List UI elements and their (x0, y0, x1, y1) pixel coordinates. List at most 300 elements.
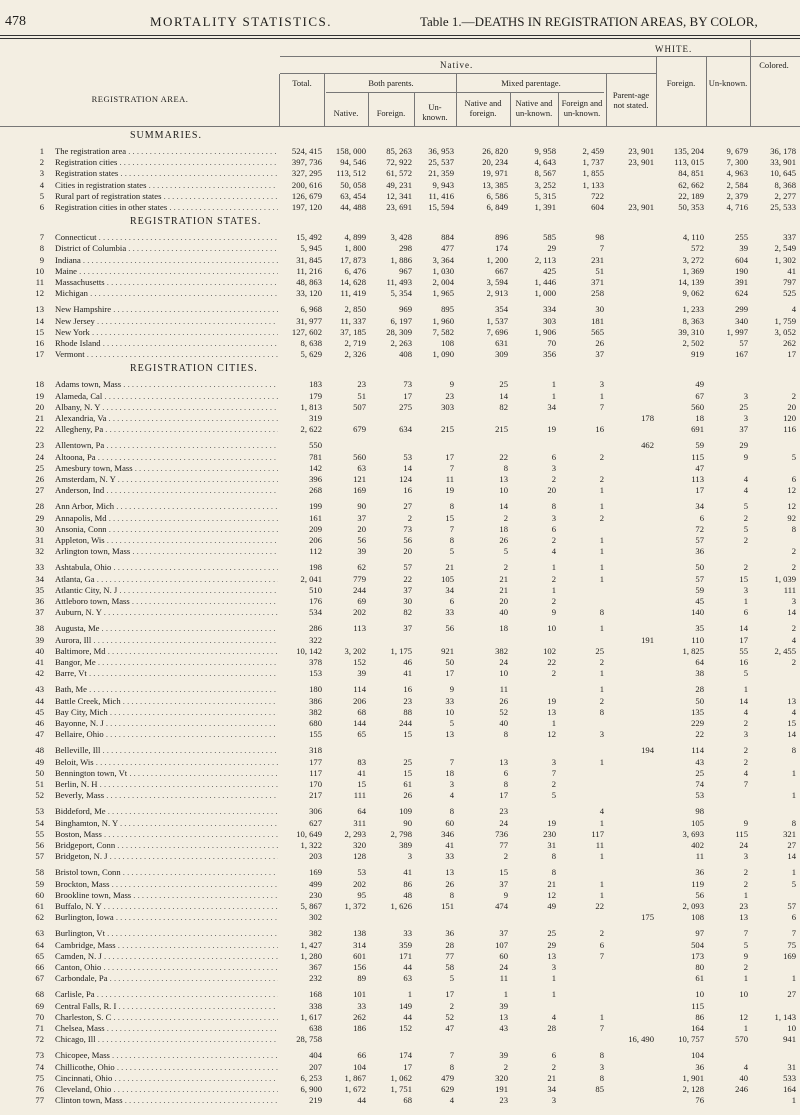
table-cell: 8 (449, 1061, 454, 1072)
row-number: 41 (35, 657, 44, 667)
table-cell: 3 (743, 729, 748, 740)
table-cell: 12 (547, 889, 556, 900)
table-cell: 6, 968 (300, 304, 322, 315)
table-cell: 7 (449, 1050, 454, 1061)
table-cell: 21 (547, 1072, 556, 1083)
table-cell: 207 (309, 1061, 322, 1072)
table-cell: 76 (695, 1095, 704, 1106)
area-name: Ann Arbor, Mich . . . (55, 501, 278, 512)
table-cell: 1, 030 (432, 265, 454, 276)
table-cell: 1, 672 (344, 1084, 366, 1094)
table-cell: 73 (403, 379, 412, 390)
area-name: Altoona, Pa . . . (55, 452, 278, 463)
table-cell: 691 (691, 424, 704, 435)
table-cell: 28 (445, 939, 454, 950)
table-row (0, 890, 800, 901)
table-cell: 180 (309, 684, 322, 695)
table-cell: 197, 120 (291, 202, 322, 212)
table-cell: 178 (641, 413, 654, 423)
row-number: 71 (35, 1023, 44, 1033)
table-cell: 797 (783, 277, 796, 287)
table-cell: 9, 943 (432, 179, 454, 190)
table-cell: 6 (503, 767, 508, 778)
table-cell: 895 (441, 304, 454, 315)
table-cell: 1, 000 (534, 288, 556, 299)
table-cell: 389 (399, 840, 412, 850)
table-cell: 217 (309, 790, 322, 801)
table-cell: 26 (403, 790, 412, 801)
area-name: Battle Creek, Mich . . . (55, 696, 278, 707)
table-cell: 1, 143 (774, 1011, 796, 1022)
area-name: Brockton, Mass . . . (55, 879, 278, 890)
table-cell: 1 (791, 790, 796, 801)
row-number: 17 (35, 349, 44, 360)
table-cell: 367 (309, 962, 322, 972)
table-cell: 6, 476 (344, 265, 366, 276)
table-row (0, 707, 800, 718)
table-cell: 156 (353, 962, 366, 972)
table-cell: 1 (551, 379, 556, 390)
area-name: Registration states . . . (55, 168, 278, 179)
row-number: 2 (39, 157, 44, 168)
table-cell: 4 (449, 1095, 454, 1106)
row-number: 39 (35, 634, 44, 645)
table-cell: 1, 759 (774, 315, 796, 326)
table-cell: 2 (599, 451, 604, 462)
header-foreign: Foreign. (666, 78, 696, 88)
table-cell: 534 (309, 607, 322, 618)
table-cell: 92 (787, 512, 796, 523)
area-name: District of Columbia . . . (55, 243, 278, 254)
table-row (0, 1034, 800, 1045)
table-cell: 13 (547, 950, 556, 961)
table-cell: 3, 594 (486, 277, 508, 287)
area-name: Ashtabula, Ohio . . . (55, 562, 278, 573)
table-cell: 601 (353, 950, 366, 961)
table-row (0, 989, 800, 1000)
table-row (0, 1001, 800, 1012)
table-cell: 3 (407, 851, 412, 862)
area-name: Bennington town, Vt . . . (55, 768, 278, 779)
table-cell: 338 (309, 1000, 322, 1011)
table-cell: 113 (353, 623, 366, 634)
table-cell: 15 (445, 512, 454, 523)
table-cell: 560 (353, 451, 366, 462)
table-row (0, 607, 800, 618)
table-cell: 7 (743, 928, 748, 939)
table-cell: 31 (547, 840, 556, 850)
row-number: 58 (35, 867, 44, 878)
table-cell: 1, 233 (682, 304, 704, 315)
area-name: Beverly, Mass . . . (55, 790, 278, 801)
table-cell: 33 (445, 607, 454, 618)
table-cell: 37 (403, 623, 412, 634)
table-cell: 11, 419 (340, 288, 366, 299)
area-name: Massachusetts . . . (55, 277, 278, 288)
table-cell: 382 (495, 645, 508, 656)
table-cell: 202 (353, 878, 366, 889)
table-cell: 3 (743, 390, 748, 401)
table-cell: 4 (599, 806, 604, 817)
table-cell: 29 (547, 939, 556, 950)
table-cell: 36 (445, 928, 454, 939)
table-cell: 3 (551, 756, 556, 767)
table-cell: 18 (695, 413, 704, 423)
table-cell: 14 (739, 695, 748, 706)
table-cell: 104 (353, 1061, 366, 1072)
table-cell: 1 (551, 718, 556, 728)
table-cell: 921 (441, 645, 454, 656)
table-cell: 80 (695, 962, 704, 972)
table-cell: 88 (403, 706, 412, 717)
table-cell: 302 (309, 912, 322, 923)
table-cell: 101 (353, 989, 366, 1000)
table-cell: 2 (551, 779, 556, 789)
table-cell: 255 (735, 232, 748, 243)
table-cell: 85 (595, 1084, 604, 1094)
table-cell: 25, 533 (770, 202, 796, 212)
table-cell: 10 (695, 989, 704, 1000)
table-cell: 2 (407, 512, 412, 523)
table-cell: 1 (599, 851, 604, 862)
area-name: Atlantic City, N. J . . . (55, 585, 278, 596)
table-cell: 624 (735, 288, 748, 299)
table-cell: 2, 004 (432, 277, 454, 287)
table-row (0, 474, 800, 485)
table-cell: 1 (599, 684, 604, 695)
table-cell: 2, 798 (390, 828, 412, 839)
table-cell: 1 (599, 817, 604, 828)
area-name: Michigan . . . (55, 288, 278, 299)
table-cell: 19 (547, 424, 556, 435)
col-divider (279, 74, 280, 126)
table-cell: 124 (399, 474, 412, 484)
table-row (0, 379, 800, 390)
col-divider (456, 74, 457, 126)
table-cell: 20 (547, 485, 556, 496)
table-row (0, 818, 800, 829)
table-cell: 83 (357, 756, 366, 767)
table-cell: 26 (499, 695, 508, 706)
table-cell: 1, 855 (582, 168, 604, 179)
table-cell: 169 (353, 485, 366, 496)
table-cell: 155 (309, 729, 322, 740)
table-cell: 2 (599, 695, 604, 706)
table-cell: 109 (399, 806, 412, 817)
area-name: Biddeford, Me . . . (55, 806, 278, 817)
table-cell: 6 (551, 451, 556, 462)
table-cell: 49, 231 (386, 179, 412, 190)
table-cell: 25 (403, 756, 412, 767)
table-cell: 11, 337 (340, 315, 366, 326)
table-cell: 6 (551, 523, 556, 534)
table-cell: 50, 058 (340, 179, 366, 190)
table-row (0, 768, 800, 779)
table-cell: 524, 415 (291, 146, 322, 156)
table-cell: 3 (599, 1061, 604, 1072)
table-cell: 2 (743, 962, 748, 972)
table-cell: 11 (499, 684, 508, 695)
table-cell: 40 (499, 718, 508, 728)
table-cell: 1, 280 (300, 950, 322, 961)
table-cell: 117 (591, 828, 604, 839)
table-cell: 15, 594 (428, 202, 454, 212)
row-number: 29 (35, 512, 44, 523)
table-cell: 16, 490 (628, 1034, 654, 1045)
table-cell: 1 (599, 546, 604, 557)
table-cell: 61 (695, 973, 704, 984)
table-cell: 2 (791, 623, 796, 634)
row-number: 52 (35, 790, 44, 801)
table-cell: 17 (403, 390, 412, 401)
row-number: 44 (35, 695, 44, 706)
header-mixed-parentage: Mixed parentage. (501, 78, 561, 88)
row-number: 16 (35, 338, 44, 348)
table-cell: 23, 901 (628, 146, 654, 156)
table-cell: 57 (695, 535, 704, 545)
table-cell: 680 (309, 718, 322, 728)
table-cell: 4, 643 (534, 157, 556, 168)
row-number: 53 (35, 806, 44, 817)
table-cell: 2, 584 (726, 179, 748, 190)
table-cell: 2 (551, 535, 556, 545)
row-number: 10 (35, 265, 44, 276)
table-cell: 356 (543, 349, 556, 360)
table-cell: 190 (735, 265, 748, 276)
rule-native (280, 73, 656, 74)
table-row (0, 535, 800, 546)
table-cell: 164 (783, 1084, 796, 1094)
table-cell: 1 (599, 889, 604, 900)
table-cell: 4 (743, 706, 748, 717)
table-cell: 6, 586 (486, 190, 508, 201)
table-cell: 8 (503, 462, 508, 473)
table-cell: 4, 110 (682, 232, 704, 243)
table-cell: 408 (399, 349, 412, 360)
area-name: Adams town, Mass . . . (55, 379, 278, 390)
table-cell: 56 (357, 535, 366, 545)
table-cell: 1, 090 (432, 349, 454, 360)
area-name: Baltimore, Md . . . (55, 646, 278, 657)
table-cell: 158, 000 (335, 146, 366, 156)
table-cell: 68 (357, 706, 366, 717)
table-row (0, 1062, 800, 1073)
table-cell: 206 (309, 535, 322, 545)
table-cell: 1 (743, 596, 748, 606)
table-cell: 2, 041 (300, 573, 322, 584)
table-row (0, 745, 800, 756)
table-cell: 3, 364 (432, 254, 454, 265)
table-cell: 50 (445, 657, 454, 667)
area-name: Bristol town, Conn . . . (55, 867, 278, 878)
header-mixed-native-foreign: Native and foreign. (464, 98, 502, 118)
table-cell: 34 (445, 584, 454, 595)
table-cell: 2, 913 (486, 288, 508, 299)
table-cell: 15 (787, 718, 796, 728)
table-cell: 169 (309, 867, 322, 878)
table-cell: 82 (499, 401, 508, 412)
table-cell: 244 (399, 718, 412, 728)
row-number: 30 (35, 523, 44, 534)
table-cell: 2 (743, 867, 748, 878)
row-number: 54 (35, 817, 44, 828)
table-cell: 1 (599, 573, 604, 584)
table-cell: 25 (595, 645, 604, 656)
table-cell: 28, 758 (296, 1034, 322, 1045)
table-cell: 9, 958 (534, 146, 556, 156)
table-cell: 8, 363 (682, 315, 704, 326)
table-row (0, 623, 800, 634)
table-cell: 340 (735, 315, 748, 326)
table-cell: 262 (783, 338, 796, 348)
table-cell: 119 (691, 878, 704, 889)
table-cell: 104 (691, 1050, 704, 1061)
row-number: 61 (35, 901, 44, 911)
table-cell: 3 (791, 596, 796, 606)
area-name: Cleveland, Ohio . . . (55, 1084, 278, 1095)
table-cell: 44 (403, 962, 412, 972)
row-number: 40 (35, 645, 44, 656)
table-cell: 10, 757 (678, 1034, 704, 1045)
col-divider (368, 93, 369, 126)
table-cell: 6, 849 (486, 202, 508, 212)
table-cell: 107 (495, 939, 508, 950)
row-number: 66 (35, 962, 44, 972)
table-cell: 15 (499, 867, 508, 878)
table-cell: 507 (353, 401, 366, 412)
table-cell: 2 (503, 512, 508, 523)
table-cell: 565 (591, 326, 604, 337)
table-row (0, 1084, 800, 1095)
table-cell: 33, 901 (770, 157, 796, 168)
table-cell: 37, 185 (340, 326, 366, 337)
table-row (0, 501, 800, 512)
table-cell: 10, 142 (296, 645, 322, 656)
table-cell: 1, 867 (344, 1072, 366, 1083)
table-cell: 121 (353, 474, 366, 484)
table-cell: 56 (445, 623, 454, 634)
row-number: 26 (35, 474, 44, 484)
table-cell: 20 (499, 596, 508, 606)
table-cell: 1, 813 (300, 401, 322, 412)
table-cell: 6 (743, 607, 748, 618)
table-cell: 382 (309, 928, 322, 939)
area-name: Amsterdam, N. Y . . . (55, 474, 278, 485)
table-cell: 327, 295 (291, 168, 322, 179)
table-cell: 43 (499, 1023, 508, 1033)
row-number: 64 (35, 939, 44, 950)
table-cell: 9, 679 (726, 146, 748, 156)
table-cell: 1, 886 (390, 254, 412, 265)
area-name: Belleville, Ill . . . (55, 745, 278, 756)
table-cell: 151 (441, 901, 454, 911)
table-row (0, 851, 800, 862)
table-cell: 41 (403, 867, 412, 878)
row-number: 22 (35, 424, 44, 435)
table-cell: 2 (743, 718, 748, 728)
table-cell: 303 (441, 401, 454, 412)
table-cell: 18 (499, 523, 508, 534)
table-cell: 7, 300 (726, 157, 748, 168)
area-name: Ansonia, Conn . . . (55, 524, 278, 535)
table-cell: 3 (551, 512, 556, 523)
table-cell: 23, 901 (628, 202, 654, 212)
table-cell: 2 (551, 474, 556, 484)
table-cell: 115 (691, 1000, 704, 1011)
table-cell: 198 (309, 562, 322, 573)
table-cell: 5 (743, 939, 748, 950)
table-cell: 1, 626 (390, 901, 412, 911)
table-cell: 13 (445, 867, 454, 878)
table-cell: 8 (791, 523, 796, 534)
table-cell: 2 (599, 657, 604, 667)
table-cell: 206 (353, 695, 366, 706)
table-cell: 25 (695, 767, 704, 778)
table-cell: 8 (599, 706, 604, 717)
row-number: 1 (39, 146, 44, 156)
table-cell: 36, 953 (428, 146, 454, 156)
table-cell: 27 (787, 840, 796, 850)
table-cell: 4 (743, 474, 748, 484)
row-number: 73 (35, 1050, 44, 1061)
table-cell: 202 (353, 607, 366, 618)
table-cell: 135, 204 (673, 146, 704, 156)
table-cell: 64 (357, 806, 366, 817)
table-cell: 334 (543, 304, 556, 315)
table-row (0, 646, 800, 657)
table-cell: 2 (599, 474, 604, 484)
table-cell: 41 (445, 840, 454, 850)
table-cell: 1 (599, 668, 604, 679)
table-cell: 37 (499, 878, 508, 889)
table-cell: 17 (445, 668, 454, 679)
table-cell: 40 (739, 1072, 748, 1083)
header-parent-age-not-stated: Parent-age not stated. (612, 90, 650, 110)
table-cell: 299 (735, 304, 748, 315)
table-cell: 14 (499, 501, 508, 512)
row-number: 49 (35, 756, 44, 767)
table-cell: 8 (503, 779, 508, 789)
table-cell: 3 (449, 779, 454, 789)
header-bottom-rule (0, 126, 800, 127)
table-cell: 23, 901 (628, 157, 654, 168)
table-cell: 14 (499, 390, 508, 401)
table-cell: 41 (403, 668, 412, 679)
table-cell: 5 (449, 718, 454, 728)
table-cell: 29 (547, 243, 556, 254)
row-number: 15 (35, 326, 44, 337)
table-cell: 9 (743, 451, 748, 462)
row-number: 65 (35, 950, 44, 961)
table-row (0, 146, 800, 157)
table-cell: 59 (695, 440, 704, 451)
table-cell: 37 (595, 349, 604, 360)
table-cell: 4, 716 (726, 202, 748, 212)
table-row (0, 316, 800, 327)
table-cell: 604 (591, 202, 604, 212)
table-cell: 175 (641, 912, 654, 923)
table-cell: 13 (445, 729, 454, 740)
table-cell: 533 (783, 1072, 796, 1083)
table-cell: 3, 428 (390, 232, 412, 243)
table-cell: 19 (547, 695, 556, 706)
area-name: Bridgeport, Conn . . . (55, 840, 278, 851)
table-cell: 10 (445, 706, 454, 717)
table-cell: 1, 737 (582, 157, 604, 168)
table-cell: 59 (695, 584, 704, 595)
page-number: 478 (5, 14, 26, 29)
table-cell: 2 (599, 928, 604, 939)
